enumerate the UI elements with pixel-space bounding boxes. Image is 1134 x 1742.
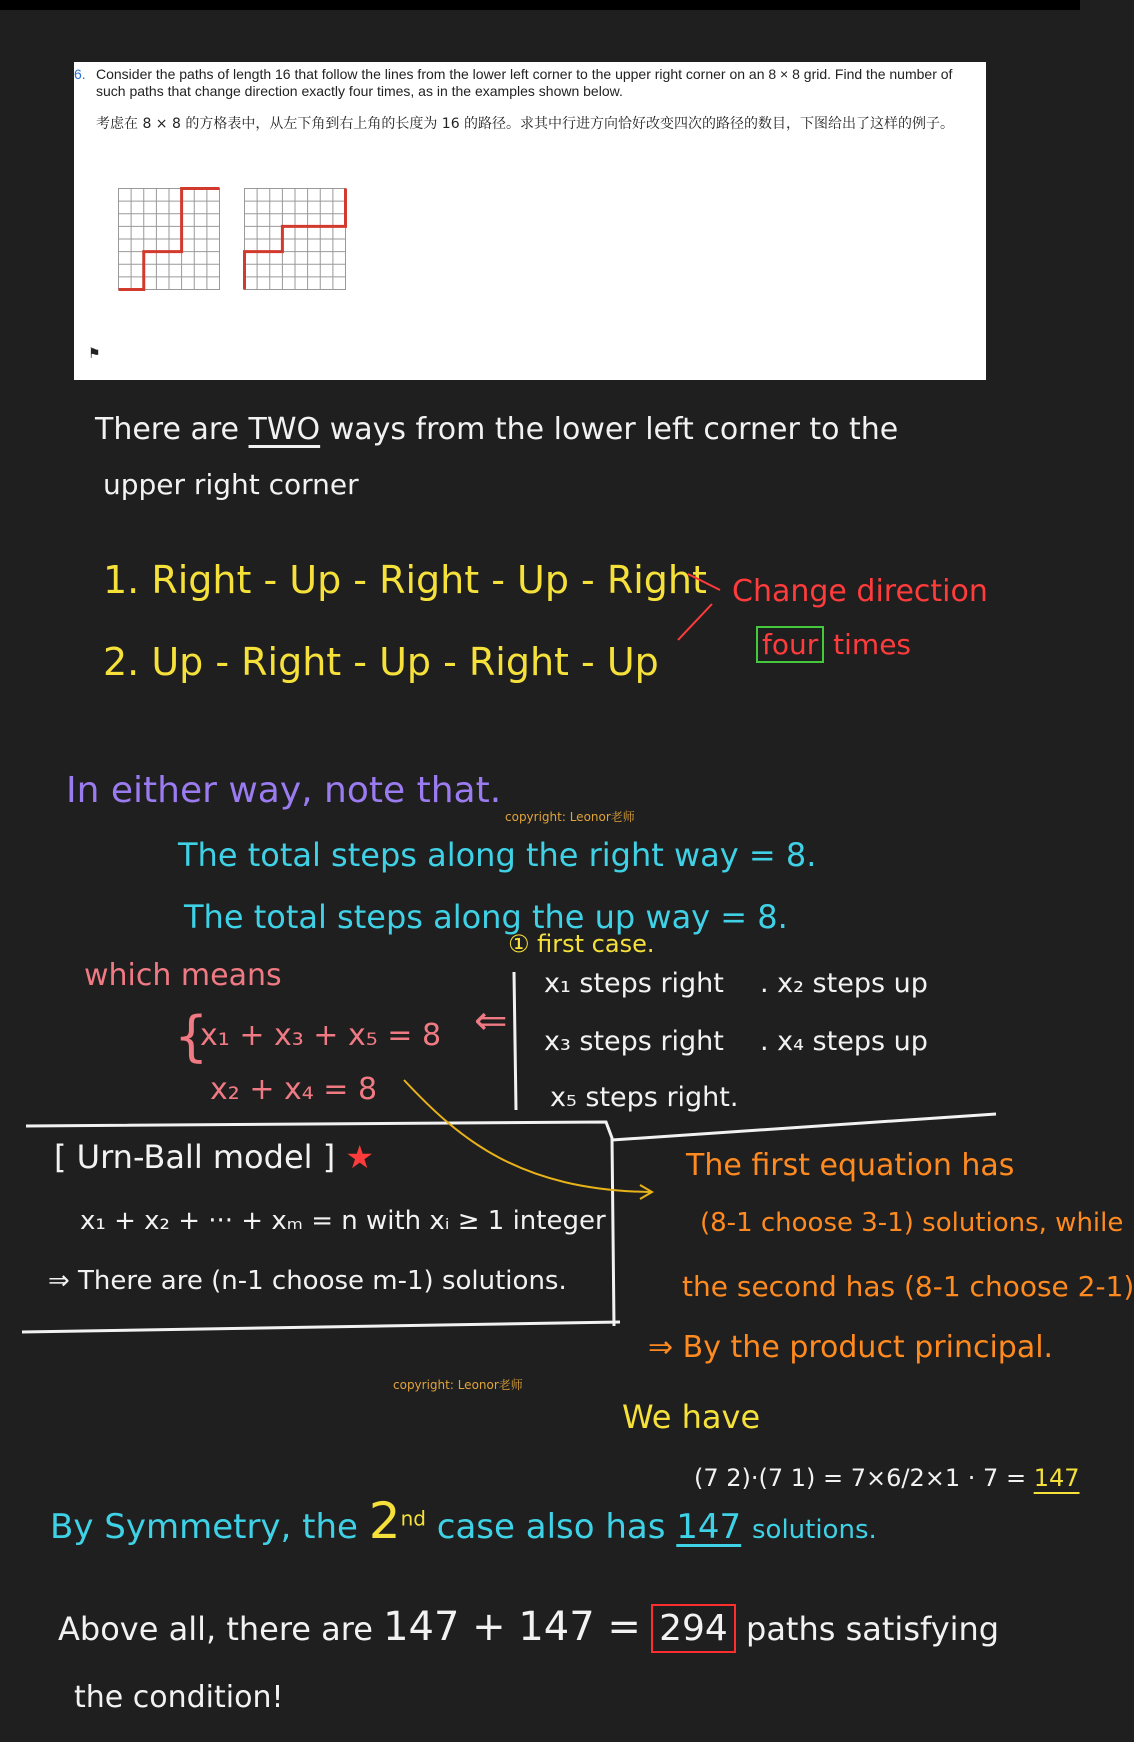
we-have: We have: [622, 1398, 761, 1436]
case-brace-lines: [678, 574, 720, 640]
step-line-2a: x₃ steps right: [544, 1026, 724, 1057]
problem-number: 6.: [74, 66, 86, 82]
calculation-result: 147: [1033, 1464, 1080, 1492]
note-heading: In either way, note that.: [66, 770, 502, 811]
urn-result: ⇒ There are (n-1 choose m-1) solutions.: [48, 1266, 567, 1296]
step-line-1a: x₁ steps right: [544, 968, 724, 999]
first-case-divider: [514, 972, 516, 1110]
right-total: The total steps along the right way = 8.: [178, 836, 817, 874]
symmetry-line: By Symmetry, the 2nd case also has 147 solutions.: [50, 1492, 877, 1550]
calculation: (7 2)·(7 1) = 7×6/2×1 · 7 = 147: [694, 1464, 1080, 1492]
second-suffix: nd: [400, 1506, 426, 1531]
step-line-1b: . x₂ steps up: [760, 968, 928, 999]
equation-2: x₂ + x₄ = 8: [210, 1072, 378, 1107]
conclusion-line-1: Above all, there are 147 + 147 = 294 paths satisfying: [58, 1604, 999, 1650]
step-line-3: x₅ steps right.: [550, 1082, 739, 1113]
solution-line-3: the second has (8-1 choose 2-1): [682, 1270, 1134, 1303]
implies-arrow: ⇐: [474, 998, 508, 1044]
four-times-label: four times: [756, 628, 911, 661]
urn-title: [ Urn-Ball model ] ★: [54, 1138, 375, 1176]
top-rule-right: [612, 1114, 996, 1140]
second-numeral: 2: [368, 1492, 401, 1550]
case-1: 1. Right - Up - Right - Up - Right: [103, 558, 707, 602]
urn-formula: x₁ + x₂ + ··· + xₘ = n with xᵢ ≥ 1 integer: [80, 1206, 606, 1236]
which-means: which means: [84, 958, 282, 993]
case-2: 2. Up - Right - Up - Right - Up: [103, 640, 659, 684]
problem-chinese: 考虑在 8 × 8 的方格表中，从左下角到右上角的长度为 16 的路径。求其中行进方向恰好改变四次的路径的数目，下图给出了这样的例子。: [96, 116, 955, 132]
flag-icon[interactable]: ⚑: [88, 346, 101, 362]
solution-line-1: The first equation has: [686, 1148, 1015, 1183]
system-brace: {: [174, 1005, 209, 1068]
first-case-title: ① first case.: [508, 930, 655, 958]
intro-line-2: upper right corner: [103, 468, 359, 501]
star-icon: ★: [345, 1138, 375, 1176]
change-direction-label: Change direction: [732, 574, 988, 609]
intro-line-1: There are TWO ways from the lower left corner to the: [95, 412, 899, 447]
copyright-1: copyright: Leonor老师: [505, 810, 635, 824]
four-box: four: [756, 626, 824, 663]
top-rule-left: [26, 1122, 614, 1326]
bottom-rule: [22, 1322, 620, 1332]
conclusion-line-2: the condition!: [74, 1680, 284, 1715]
equation-1: x₁ + x₃ + x₅ = 8: [200, 1018, 442, 1053]
copyright-2: copyright: Leonor老师: [393, 1378, 523, 1392]
solution-line-2: (8-1 choose 3-1) solutions, while: [700, 1208, 1124, 1238]
problem-english: Consider the paths of length 16 that follow the lines from the lower left corner to the upper right corner on an 8 × 8 grid. Find the number of such paths that change direction exactly four times, as in the examples shown below.: [96, 66, 953, 99]
step-line-2b: . x₄ steps up: [760, 1026, 928, 1057]
up-total: The total steps along the up way = 8.: [184, 898, 788, 936]
symmetry-count: 147: [676, 1507, 742, 1547]
answer-box: 294: [651, 1604, 736, 1653]
solution-line-4: ⇒ By the product principal.: [648, 1330, 1054, 1365]
